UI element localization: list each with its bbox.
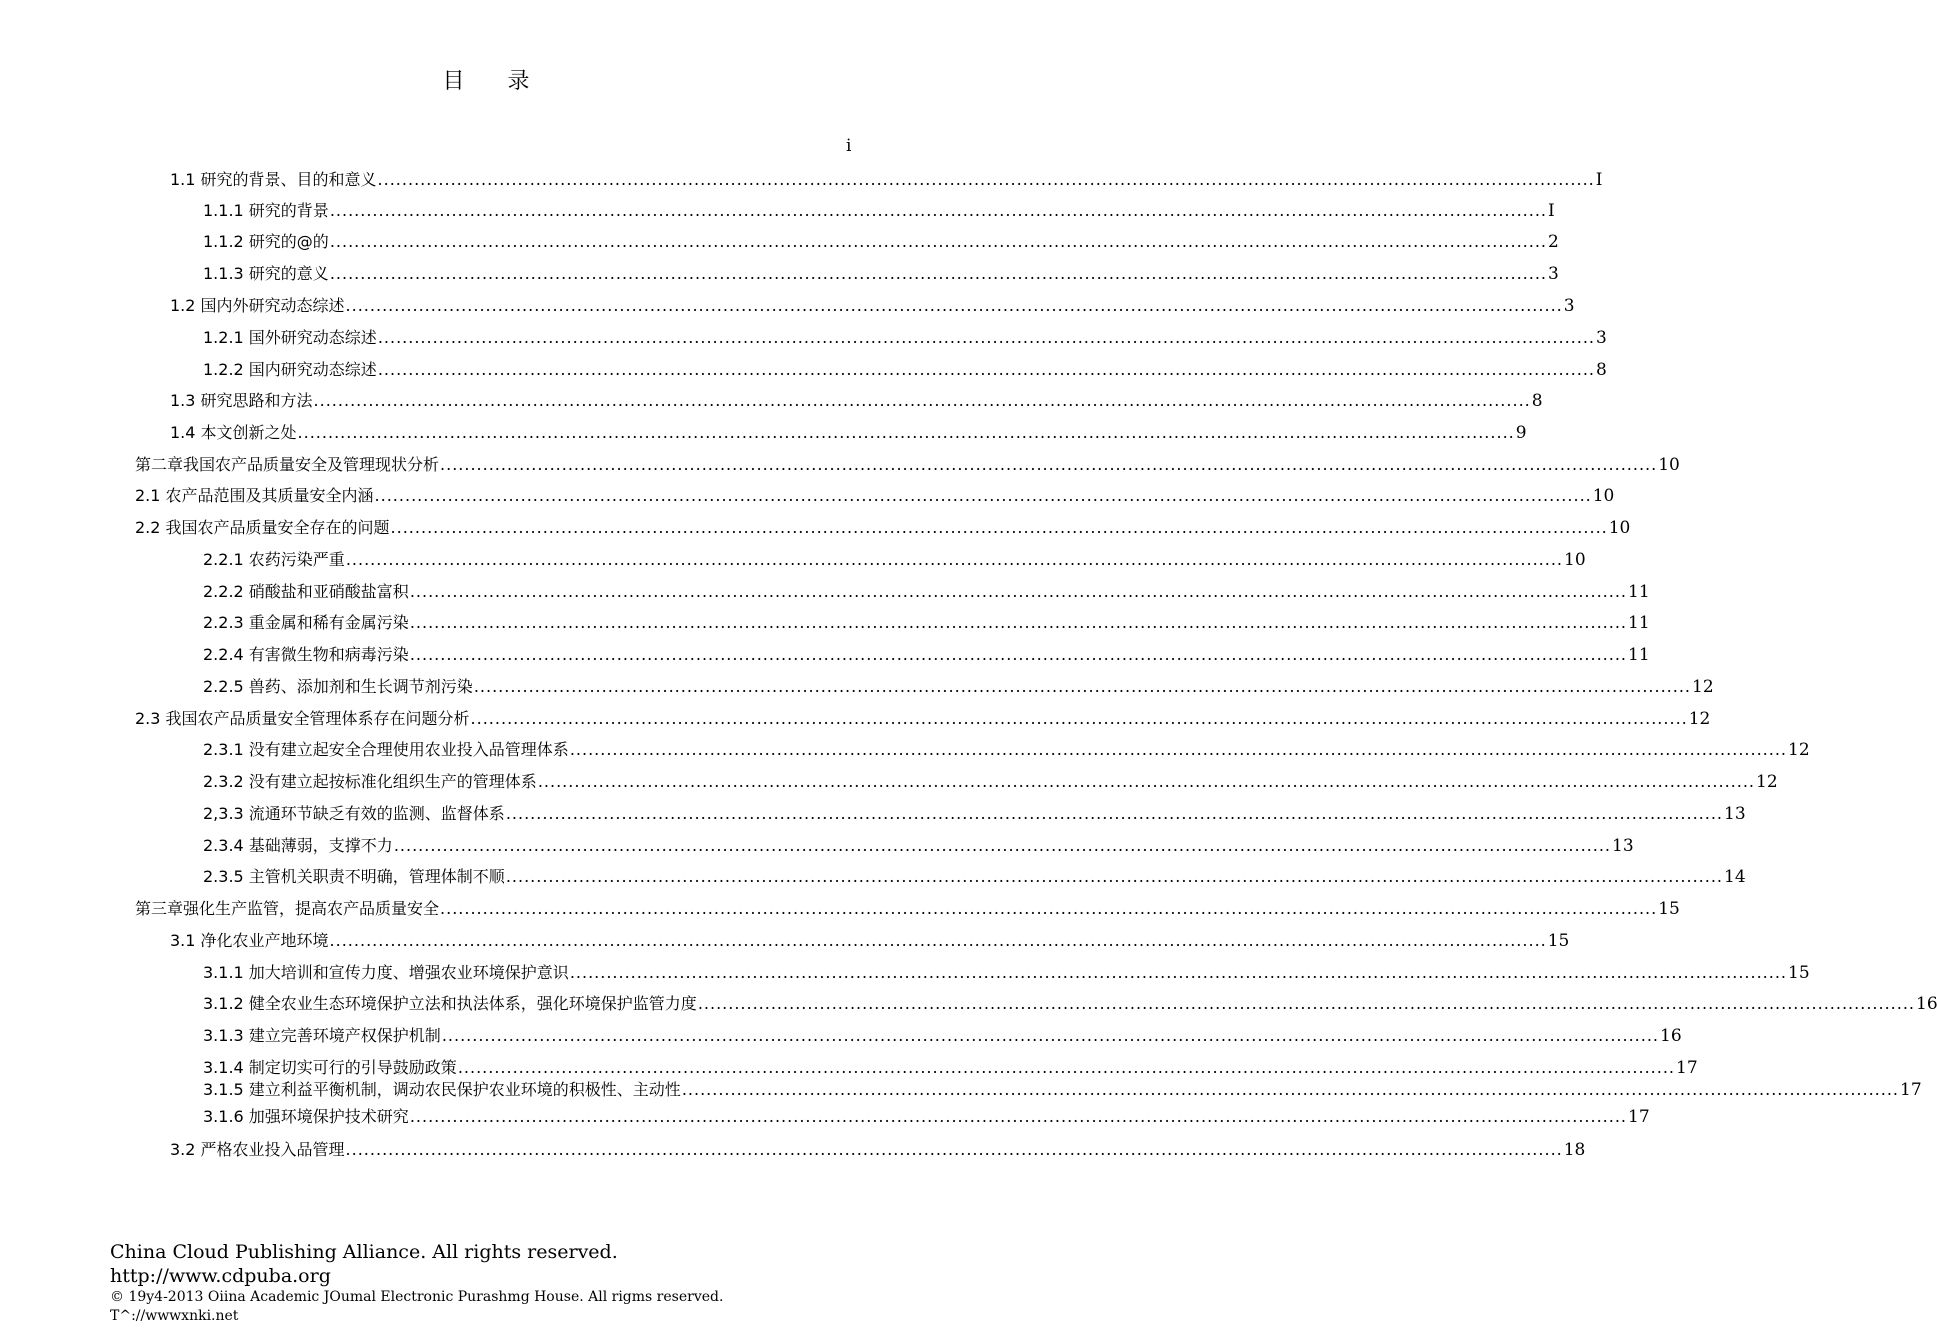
toc-leader-dots: ........................................................................................................................................................................................................	[473, 677, 1691, 696]
toc-entry[interactable]	[203, 1099, 1650, 1127]
toc-entry-label: 2.1 农产品范围及其质量安全内涵	[135, 486, 374, 505]
toc-entry-page: 15	[1788, 963, 1810, 983]
toc-entry-page: 10	[1564, 550, 1586, 570]
toc-leader-dots: ........................................................................................................................................................................................................	[377, 328, 1595, 347]
toc-entry[interactable]	[135, 478, 1615, 506]
toc-entry[interactable]	[170, 383, 1543, 411]
toc-entry-label: 2.2.5 兽药、添加剂和生长调节剂污染	[203, 677, 473, 696]
toc-leader-dots: ........................................................................................................................................................................................................	[345, 296, 1563, 315]
toc-leader-dots: ........................................................................................................................................................................................................	[569, 963, 1787, 982]
toc-entry-page: 17	[1900, 1080, 1922, 1100]
toc-leader-dots: ........................................................................................................................................................................................................	[390, 518, 1608, 537]
toc-entry[interactable]	[203, 732, 1810, 760]
toc-leader-dots: ........................................................................................................................................................................................................	[409, 613, 1627, 632]
toc-entry-label: 1.2.2 国内研究动态综述	[203, 360, 377, 379]
toc-leader-dots: ........................................................................................................................................................................................................	[537, 772, 1755, 791]
toc-entry[interactable]	[203, 574, 1650, 602]
toc-entry[interactable]	[203, 352, 1607, 380]
toc-entry-page: 15	[1547, 931, 1570, 951]
toc-entry[interactable]	[203, 320, 1607, 348]
toc-entry-page: 13	[1724, 804, 1746, 824]
toc-entry-page: 8	[1596, 360, 1607, 380]
toc-entry-label: 2.2.3 重金属和稀有金属污染	[203, 613, 409, 632]
toc-entry-page: 11	[1628, 582, 1650, 602]
toc-leader-dots: ........................................................................................................................................................................................................	[569, 740, 1787, 759]
toc-entry-label: 2.3.5 主管机关职责不明确，管理体制不顺	[203, 867, 505, 886]
toc-leader-dots: ........................................................................................................................................................................................................	[409, 645, 1627, 664]
toc-leader-dots: ........................................................................................................................................................................................................	[393, 836, 1611, 855]
toc-entry[interactable]	[203, 256, 1559, 284]
toc-entry-page: 18	[1563, 1140, 1586, 1160]
toc-entry-label: 3.2 严格农业投入品管理	[170, 1140, 345, 1159]
toc-entry-page: 13	[1612, 836, 1634, 856]
page-title: 目 录	[442, 69, 548, 94]
toc-leader-dots: ........................................................................................................................................................................................................	[505, 867, 1723, 886]
toc-entry-label: 2.2.1 农药污染严重	[203, 550, 345, 569]
toc-leader-dots: ........................................................................................................................................................................................................	[409, 1107, 1627, 1126]
toc-entry-page: 8	[1531, 391, 1543, 411]
toc-entry-page: 16	[1660, 1026, 1682, 1046]
toc-leader-dots: ........................................................................................................................................................................................................	[681, 1080, 1899, 1099]
toc-entry-label: 2,3.3 流通环节缺乏有效的监测、监督体系	[203, 804, 505, 823]
toc-leader-dots: ........................................................................................................................................................................................................	[470, 709, 1688, 728]
toc-leader-dots: ........................................................................................................................................................................................................	[440, 899, 1658, 918]
toc-entry-label: 2.2 我国农产品质量安全存在的问题	[135, 518, 390, 537]
toc-leader-dots: ........................................................................................................................................................................................................	[409, 582, 1627, 601]
toc-entry[interactable]	[135, 891, 1680, 919]
toc-entry-label: 2.2.2 硝酸盐和亚硝酸盐富积	[203, 582, 409, 601]
toc-entry-page: 16	[1916, 994, 1938, 1014]
toc-entry-label: 3.1 净化农业产地环境	[170, 931, 329, 950]
toc-entry[interactable]	[135, 447, 1680, 475]
toc-entry-page: 15	[1658, 899, 1680, 919]
toc-entry-label: 3.1.2 健全农业生态环境保护立法和执法体系，强化环境保护监管力度	[203, 994, 697, 1013]
toc-entry-label: 第二章我国农产品质量安全及管理现状分析	[135, 455, 440, 474]
toc-leader-dots: ........................................................................................................................................................................................................	[313, 391, 1531, 410]
toc-entry-page: 10	[1658, 455, 1680, 475]
toc-entry-page: 10	[1592, 486, 1615, 506]
toc-entry-page: I	[1595, 170, 1603, 190]
toc-entry[interactable]	[203, 764, 1778, 792]
toc-entry-label: 2.2.4 有害微生物和病毒污染	[203, 645, 409, 664]
toc-entry-page: 3	[1596, 328, 1607, 348]
toc-leader-dots: ........................................................................................................................................................................................................	[377, 360, 1595, 379]
toc-entry-label: 3.1.1 加大培训和宣传力度、增强农业环境保护意识	[203, 963, 569, 982]
toc-entry-label: 2.3.1 没有建立起安全合理使用农业投入品管理体系	[203, 740, 569, 759]
toc-entry[interactable]	[203, 955, 1810, 983]
toc-entry[interactable]	[203, 637, 1650, 665]
toc-entry[interactable]	[203, 986, 1938, 1014]
toc-entry[interactable]	[203, 542, 1586, 570]
toc-leader-dots: ........................................................................................................................................................................................................	[329, 931, 1547, 950]
toc-entry-label: 1.4 本文创新之处	[170, 423, 297, 442]
toc-entry[interactable]	[203, 796, 1746, 824]
toc-leader-dots: ........................................................................................................................................................................................................	[440, 455, 1658, 474]
toc-leader-dots: ........................................................................................................................................................................................................	[297, 423, 1515, 442]
footer-line-3: © 19y4-2013 Oiina Academic JOumal Electronic Purashmg House. All rigms reserved.	[110, 1289, 724, 1305]
toc-entry-page: 2	[1548, 232, 1559, 252]
toc-entry-page: 10	[1608, 518, 1631, 538]
toc-leader-dots: ........................................................................................................................................................................................................	[345, 550, 1563, 569]
toc-entry[interactable]	[203, 224, 1559, 252]
toc-entry-label: 第三章强化生产监管，提高农产品质量安全	[135, 899, 440, 918]
toc-entry-label: 3.1.6 加强环境保护技术研究	[203, 1107, 409, 1126]
toc-entry-label: 1.1 研究的背景、目的和意义	[170, 170, 377, 189]
toc-leader-dots: ........................................................................................................................................................................................................	[697, 994, 1915, 1013]
toc-leader-dots: ........................................................................................................................................................................................................	[329, 232, 1547, 251]
toc-leader-dots: ........................................................................................................................................................................................................	[505, 804, 1723, 823]
toc-entry-label: 1.2 国内外研究动态综述	[170, 296, 345, 315]
toc-leader-dots: ........................................................................................................................................................................................................	[329, 264, 1547, 283]
toc-entry-label: 3.1.5 建立利益平衡机制，调动农民保护农业环境的积极性、主动性	[203, 1080, 681, 1099]
toc-entry-page: 17	[1676, 1058, 1698, 1078]
toc-entry[interactable]	[135, 701, 1711, 729]
toc-entry[interactable]	[203, 605, 1650, 633]
toc-leader-dots: ........................................................................................................................................................................................................	[377, 170, 1595, 189]
toc-entry[interactable]	[170, 288, 1575, 316]
toc-entry-page: 11	[1628, 645, 1650, 665]
toc-entry[interactable]	[170, 415, 1527, 443]
toc-entry[interactable]	[135, 510, 1631, 538]
copyright-footer	[110, 1240, 723, 1326]
toc-entry[interactable]	[170, 923, 1570, 951]
toc-entry-label: 3.1.4 制定切实可行的引导鼓励政策	[203, 1058, 457, 1077]
toc-entry-label: 1.1.1 研究的背景	[203, 201, 329, 220]
toc-entry-label: 3.1.3 建立完善环境产权保护机制	[203, 1026, 441, 1045]
toc-entry[interactable]	[170, 1132, 1586, 1160]
toc-entry[interactable]	[203, 1018, 1682, 1046]
toc-entry-label: 1.2.1 国外研究动态综述	[203, 328, 377, 347]
toc-entry-label: 2.3.2 没有建立起按标准化组织生产的管理体系	[203, 772, 537, 791]
toc-entry-page: 3	[1563, 296, 1575, 316]
toc-entry[interactable]	[203, 859, 1746, 887]
roman-page-number: i	[846, 136, 852, 156]
toc-leader-dots: ........................................................................................................................................................................................................	[329, 201, 1547, 220]
toc-entry[interactable]	[170, 162, 1603, 190]
toc-entry-label: 1.1.2 研究的@的	[203, 232, 329, 251]
toc-entry-page: 11	[1628, 613, 1650, 633]
toc-leader-dots: ........................................................................................................................................................................................................	[374, 486, 1592, 505]
toc-leader-dots: ........................................................................................................................................................................................................	[345, 1140, 1563, 1159]
toc-entry-page: 12	[1756, 772, 1778, 792]
toc-entry-page: 14	[1724, 867, 1746, 887]
toc-entry-label: 1.3 研究思路和方法	[170, 391, 313, 410]
toc-entry-label: 2.3.4 基础薄弱，支撑不力	[203, 836, 393, 855]
toc-entry[interactable]	[203, 193, 1555, 221]
toc-leader-dots: ........................................................................................................................................................................................................	[441, 1026, 1659, 1045]
toc-entry-page: I	[1548, 201, 1555, 221]
footer-url[interactable]: http://www.cdpuba.org	[110, 1265, 331, 1287]
toc-entry[interactable]	[203, 828, 1634, 856]
footer-line-1: China Cloud Publishing Alliance. All rights reserved.	[110, 1241, 618, 1263]
toc-entry[interactable]	[203, 1072, 1922, 1100]
toc-entry-page: 3	[1548, 264, 1559, 284]
toc-entry-page: 12	[1788, 740, 1810, 760]
toc-entry-page: 12	[1692, 677, 1714, 697]
toc-entry-page: 17	[1628, 1107, 1650, 1127]
toc-entry-page: 9	[1515, 423, 1527, 443]
toc-leader-dots: ........................................................................................................................................................................................................	[457, 1058, 1675, 1077]
footer-line-4[interactable]: T^://wwwxnki.net	[110, 1308, 239, 1324]
toc-entry-page: 12	[1688, 709, 1711, 729]
toc-entry[interactable]	[203, 669, 1714, 697]
toc-entry-label: 1.1.3 研究的意义	[203, 264, 329, 283]
toc-entry-label: 2.3 我国农产品质量安全管理体系存在问题分析	[135, 709, 470, 728]
